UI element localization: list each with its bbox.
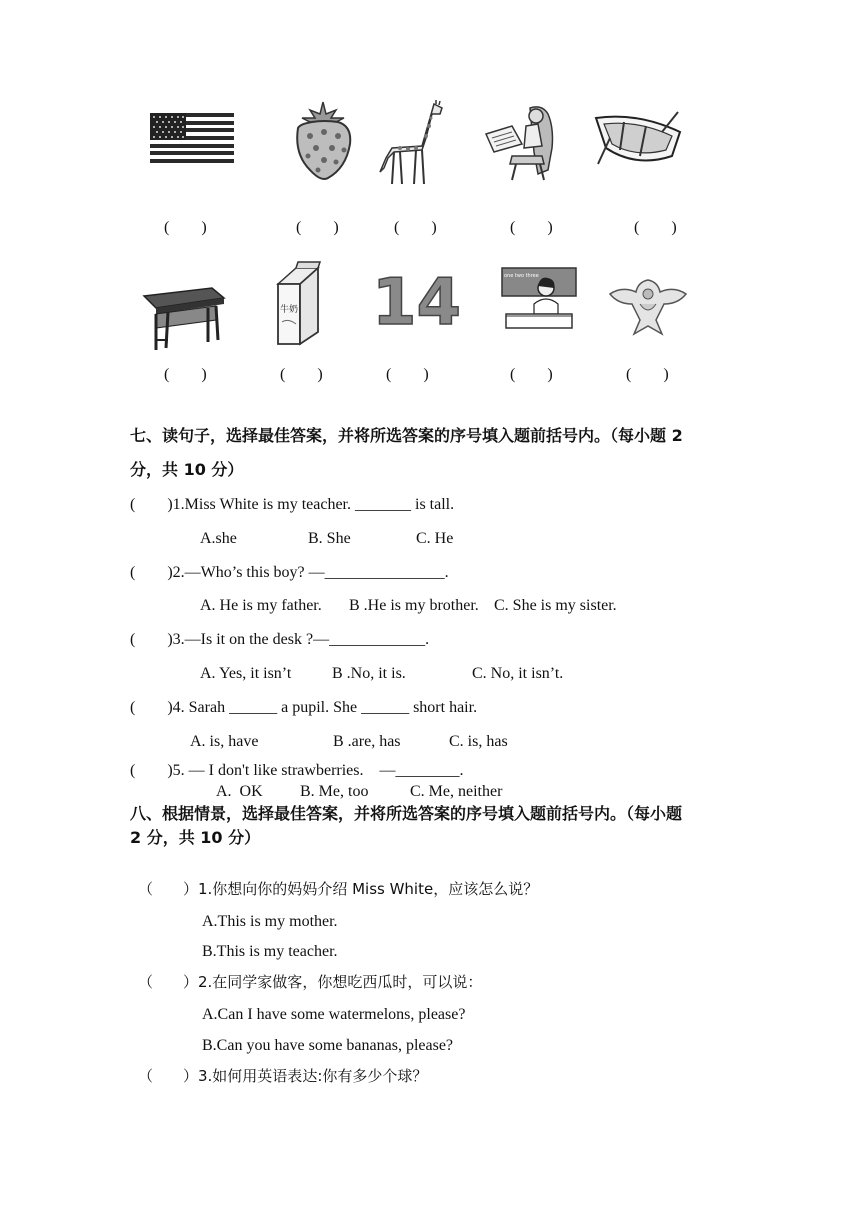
question-7-2: ( )2.—Who’s this boy? —_______________. (130, 564, 449, 581)
milk-carton-icon (270, 262, 326, 346)
option-b: B.This is my teacher. (202, 943, 338, 960)
option-a: A. Yes, it isn’t (200, 665, 292, 682)
question-8-3: （ ）3.如何用英语表达:你有多少个球？ (138, 1067, 428, 1085)
question-7-5: ( )5. — I don't like strawberries. —________. (130, 762, 464, 779)
strawberry-icon (288, 98, 358, 184)
teacher-icon (500, 266, 578, 332)
answer-bracket[interactable]: ( ) (386, 366, 429, 383)
number-text: 14 (372, 266, 462, 340)
option-c: C. is, has (449, 733, 508, 750)
option-a: A. is, have (190, 733, 259, 750)
option-c: C. She is my sister. (494, 597, 617, 614)
carton-label: 牛奶 (280, 305, 299, 315)
option-b: B. She (308, 530, 351, 547)
board-text: one two three (504, 273, 539, 279)
option-c: C. No, it isn’t. (472, 665, 564, 682)
option-a: A.she (200, 530, 237, 547)
option-a: A. OK (216, 783, 263, 800)
section-8-title: 八、根据情景，选择最佳答案，并将所选答案的序号填入题前括号内。（每小题 (130, 804, 683, 823)
option-a: A. He is my father. (200, 597, 322, 614)
kite-icon (606, 276, 690, 336)
american-flag-icon (150, 113, 234, 163)
option-c: C. Me, neither (410, 783, 503, 800)
question-8-2: （ ）2.在同学家做客，你想吃西瓜时，可以说： (138, 973, 483, 991)
option-a: A.Can I have some watermelons, please? (202, 1006, 466, 1023)
option-b: B .No, it is. (332, 665, 406, 682)
question-7-3: ( )3.—Is it on the desk ?—____________. (130, 631, 430, 648)
desk-icon (142, 286, 226, 352)
answer-bracket[interactable]: ( ) (164, 366, 207, 383)
option-b: B. Me, too (300, 783, 369, 800)
boat-icon (592, 108, 684, 170)
answer-bracket[interactable]: ( ) (164, 219, 207, 236)
option-b: B .are, has (333, 733, 401, 750)
section-8-title-cont: 2 分，共 10 分） (130, 828, 261, 847)
giraffe-icon (376, 98, 448, 190)
question-7-4: ( )4. Sarah ______ a pupil. She ______ short hair. (130, 699, 478, 716)
answer-bracket[interactable]: ( ) (296, 219, 339, 236)
answer-bracket[interactable]: ( ) (510, 366, 553, 383)
number-fourteen-icon (370, 266, 462, 340)
answer-bracket[interactable]: ( ) (394, 219, 437, 236)
question-7-1: ( )1.Miss White is my teacher. _______ is tall. (130, 496, 455, 513)
question-8-1: （ ）1.你想向你的妈妈介绍 Miss White，应该怎么说？ (138, 880, 539, 898)
answer-bracket[interactable]: ( ) (510, 219, 553, 236)
option-b: B .He is my brother. (349, 597, 479, 614)
option-a: A.This is my mother. (202, 913, 338, 930)
section-7-title-cont: 分，共 10 分） (130, 460, 244, 479)
answer-bracket[interactable]: ( ) (634, 219, 677, 236)
answer-bracket[interactable]: ( ) (280, 366, 323, 383)
answer-bracket[interactable]: ( ) (626, 366, 669, 383)
section-7-title: 七、读句子，选择最佳答案，并将所选答案的序号填入题前括号内。（每小题 2 (130, 426, 683, 445)
reading-man-icon (482, 100, 564, 184)
option-b: B.Can you have some bananas, please? (202, 1037, 454, 1054)
option-c: C. He (416, 530, 454, 547)
